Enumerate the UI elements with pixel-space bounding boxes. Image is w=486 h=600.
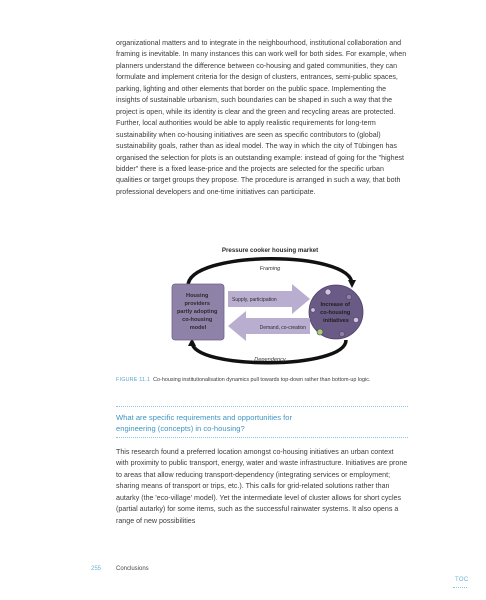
- box-line-3: partly adopting: [177, 309, 218, 315]
- figure-title: Pressure cooker housing market: [221, 247, 319, 254]
- footer-section: Conclusions: [116, 566, 149, 572]
- demand-label: Demand, co-creation: [259, 325, 306, 331]
- circle-line-3: initiatives: [323, 318, 349, 324]
- small-circle-2: [346, 294, 351, 299]
- figure-caption: [116, 377, 416, 383]
- section-rule-bottom: [116, 437, 408, 438]
- small-circle-6: [311, 308, 315, 312]
- small-circle-5: [339, 331, 344, 336]
- heading-line-2: engineering (concepts) in co-housing?: [116, 424, 245, 433]
- small-circle-3: [353, 317, 358, 322]
- circle-line-1: Increase of: [320, 302, 350, 308]
- body-paragraph: organizational matters and to integrate in the neighbourhood, institutional collaboration and framing is inevitable. In many instances this can work well for both sides. For example, when planners understand the difference between co-housing and gated communities, they can formulate and implement criteria for the design of clusters, entrances, semi-public spaces, parking, lighting and other elements that border on the public space. Implementing the insights of sustainable urbanism, such boundaries can be shaped in such a way that the project is open, while its identity is clear and the green and recycling areas are protected. Further, local authorities would be able to apply realistic requirements for long-term sustainability when co-housing initiatives are seen as specific contributors to (global) sustainability goals, rather than as ideal model. The way in which the city of Tübingen has organised the selection for plots is an outstanding example: instead of going for the "highest bidder" there is a fixed lease-price and the projects are selected for the specific urban qualities or target groups they propose. The procedure is arranged in such a way, that both professional developers and one-time initiatives can participate.: [116, 39, 407, 196]
- section-rule-top: [116, 406, 408, 407]
- box-line-4: co-housing: [182, 317, 213, 323]
- heading-line-1: What are specific requirements and opportunities for: [116, 413, 293, 422]
- dynamics-diagram: [160, 242, 380, 374]
- box-line-5: model: [189, 325, 207, 331]
- dependency-label: Dependency: [254, 357, 286, 363]
- caption-label: FIGURE 11.1: [116, 377, 151, 383]
- circle-line-2: co-housing: [320, 310, 351, 316]
- box-line-2: providers: [184, 301, 210, 307]
- page-number: 255: [91, 566, 102, 572]
- caption-text: Co-housing institutionalisation dynamics pull towards top-down rather than bottom-up logic.: [153, 377, 371, 383]
- supply-label: Supply, participation: [232, 297, 277, 303]
- toc-link[interactable]: TOC: [455, 577, 469, 583]
- small-circle-4: [317, 329, 323, 335]
- section-heading: [116, 412, 408, 434]
- svg-text:Increase of co-housing: [320, 302, 352, 324]
- box-line-1: Housing: [186, 293, 209, 299]
- toc-underline: [453, 587, 467, 588]
- dynamics-figure: [160, 242, 380, 374]
- framing-label: Framing: [259, 266, 281, 272]
- body-paragraph-2: This research found a preferred location amongst co-housing initiatives an urban context with proximity to public transport, energy, water and waste infrastructure. Initiatives are prone to areas that allow reducing transport-dependency (integrating services or employment; sharing means of transport or trips, etc.). This calls for grid-related solutions rather than autarky (the 'eco-village' model). Yet the intermediate level of cluster allows for short cycles (partial autarky) for some items, such as the successful rainwater systems. It also opens a range of new possibilities: [116, 448, 408, 525]
- framing-arc: [188, 259, 352, 286]
- small-circle-1: [325, 289, 331, 295]
